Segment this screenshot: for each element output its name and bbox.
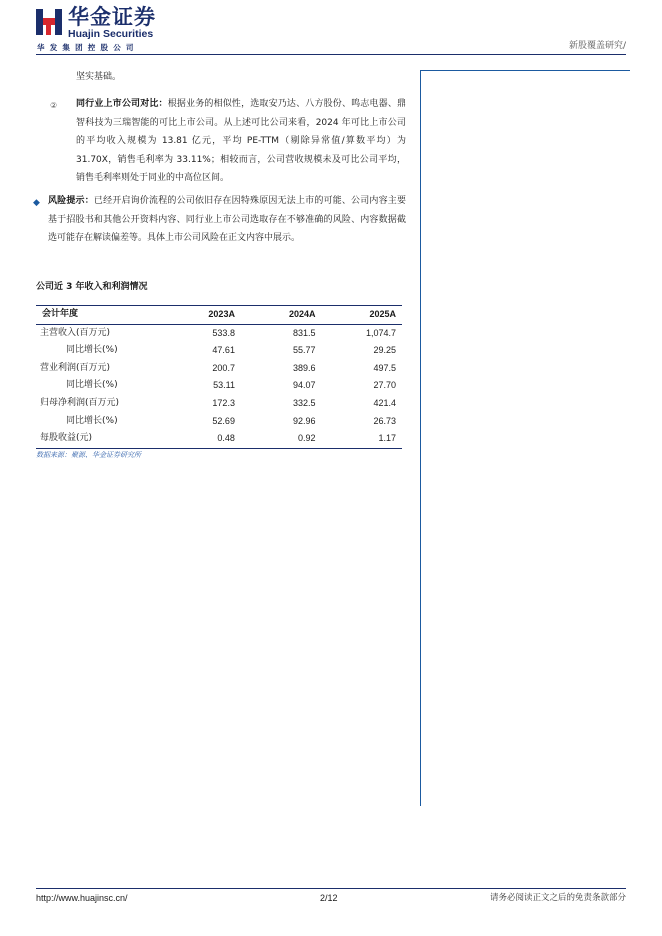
peer-comparison-title: 同行业上市公司对比： <box>76 99 168 109</box>
table-cell: 1,074.7 <box>365 327 396 338</box>
table-cell: 26.73 <box>373 415 396 426</box>
table-cell: 27.70 <box>373 380 396 391</box>
row-label: 同比增长(%) <box>66 415 118 426</box>
table-cell: 172.3 <box>212 397 235 408</box>
financial-table <box>36 305 402 449</box>
table-row <box>36 377 402 395</box>
header-divider <box>36 54 626 55</box>
table-cell: 533.8 <box>212 327 235 338</box>
table-cell: 53.11 <box>213 380 235 391</box>
logo-english-name: Huajin Securities <box>68 28 154 40</box>
peer-comparison-text: 根据业务的相似性，选取安乃达、八方股份、鸣志电器、鼎智科技为三瑞智能的可比上市公司。从上述可比公司来看，2024 年可比上市公司的平均收入规模为 13.81 亿元，平均 PE-TTM（剔除异常值/算数平均）为 31.70X，销售毛利率为 33.11%；相较而言，公司营收规模未及可比公司平均，销售毛利率则处于同业的中高位区间。 <box>76 99 406 183</box>
huajin-logo-icon <box>36 9 62 35</box>
logo-chinese-name: 华金证券 <box>68 5 156 29</box>
table-row <box>36 430 402 448</box>
side-panel-top-border <box>420 70 630 71</box>
table-cell: 47.61 <box>212 345 235 356</box>
footer-website-link[interactable]: http://www.huajinsc.cn/ <box>36 893 128 903</box>
table-header-row <box>36 306 402 325</box>
footer-disclaimer: 请务必阅读正文之后的免责条款部分 <box>489 893 626 903</box>
header-cell: 2024A <box>288 309 316 319</box>
table-cell: 0.92 <box>297 433 316 444</box>
table-cell: 421.4 <box>373 397 396 408</box>
table-cell: 29.25 <box>373 345 396 356</box>
table-row <box>36 324 402 342</box>
report-type: 新股覆盖研究/ <box>568 41 626 51</box>
risk-text: 已经开启询价流程的公司依旧存在因特殊原因无法上市的可能、公司内容主要基于招股书和其他公开资料内容、同行业上市公司选取存在不够准确的风险、内容数据截选可能存在解读偏差等。具体上市公司风险在正文内容中展示。 <box>48 196 406 243</box>
table-cell: 94.07 <box>292 380 316 391</box>
table-cell: 55.77 <box>292 345 316 356</box>
continued-paragraph: 坚实基础。 <box>76 72 122 82</box>
table-row <box>36 360 402 378</box>
table-cell: 0.48 <box>217 433 235 444</box>
row-label: 同比增长(%) <box>66 345 118 356</box>
side-panel-left-border <box>420 70 421 806</box>
table-cell: 332.5 <box>292 397 316 408</box>
table-row <box>36 413 402 431</box>
table-cell: 497.5 <box>373 362 396 373</box>
row-label: 主营收入(百万元) <box>40 327 111 338</box>
table-row <box>36 395 402 413</box>
risk-paragraph <box>48 192 406 248</box>
row-label: 同比增长(%) <box>66 380 118 391</box>
table-source: 数据来源：聚源、华金证券研究所 <box>36 451 141 459</box>
table-row <box>36 342 402 360</box>
table-title: 公司近 3 年收入和利润情况 <box>36 282 148 292</box>
row-label: 归母净利润(百万元) <box>40 397 120 408</box>
table-cell: 831.5 <box>292 327 316 338</box>
header-cell: 会计年度 <box>42 309 79 319</box>
table-cell: 389.6 <box>292 362 316 373</box>
row-label: 营业利润(百万元) <box>40 362 111 373</box>
diamond-bullet-icon: ◆ <box>33 198 40 208</box>
bullet-number: ② <box>50 101 58 110</box>
header-cell: 2023A <box>208 309 235 319</box>
risk-title: 风险提示： <box>48 196 94 206</box>
header-cell: 2025A <box>369 309 396 319</box>
group-tagline: 华发集团控股公司 <box>37 43 139 52</box>
table-cell: 92.96 <box>292 415 316 426</box>
row-label: 每股收益(元) <box>40 433 93 444</box>
table-cell: 200.7 <box>212 362 235 373</box>
page-number: 2/12 <box>320 893 338 903</box>
footer-divider <box>36 888 626 889</box>
table-cell: 1.17 <box>378 433 396 444</box>
peer-comparison-paragraph <box>76 95 406 188</box>
table-cell: 52.69 <box>212 415 235 426</box>
